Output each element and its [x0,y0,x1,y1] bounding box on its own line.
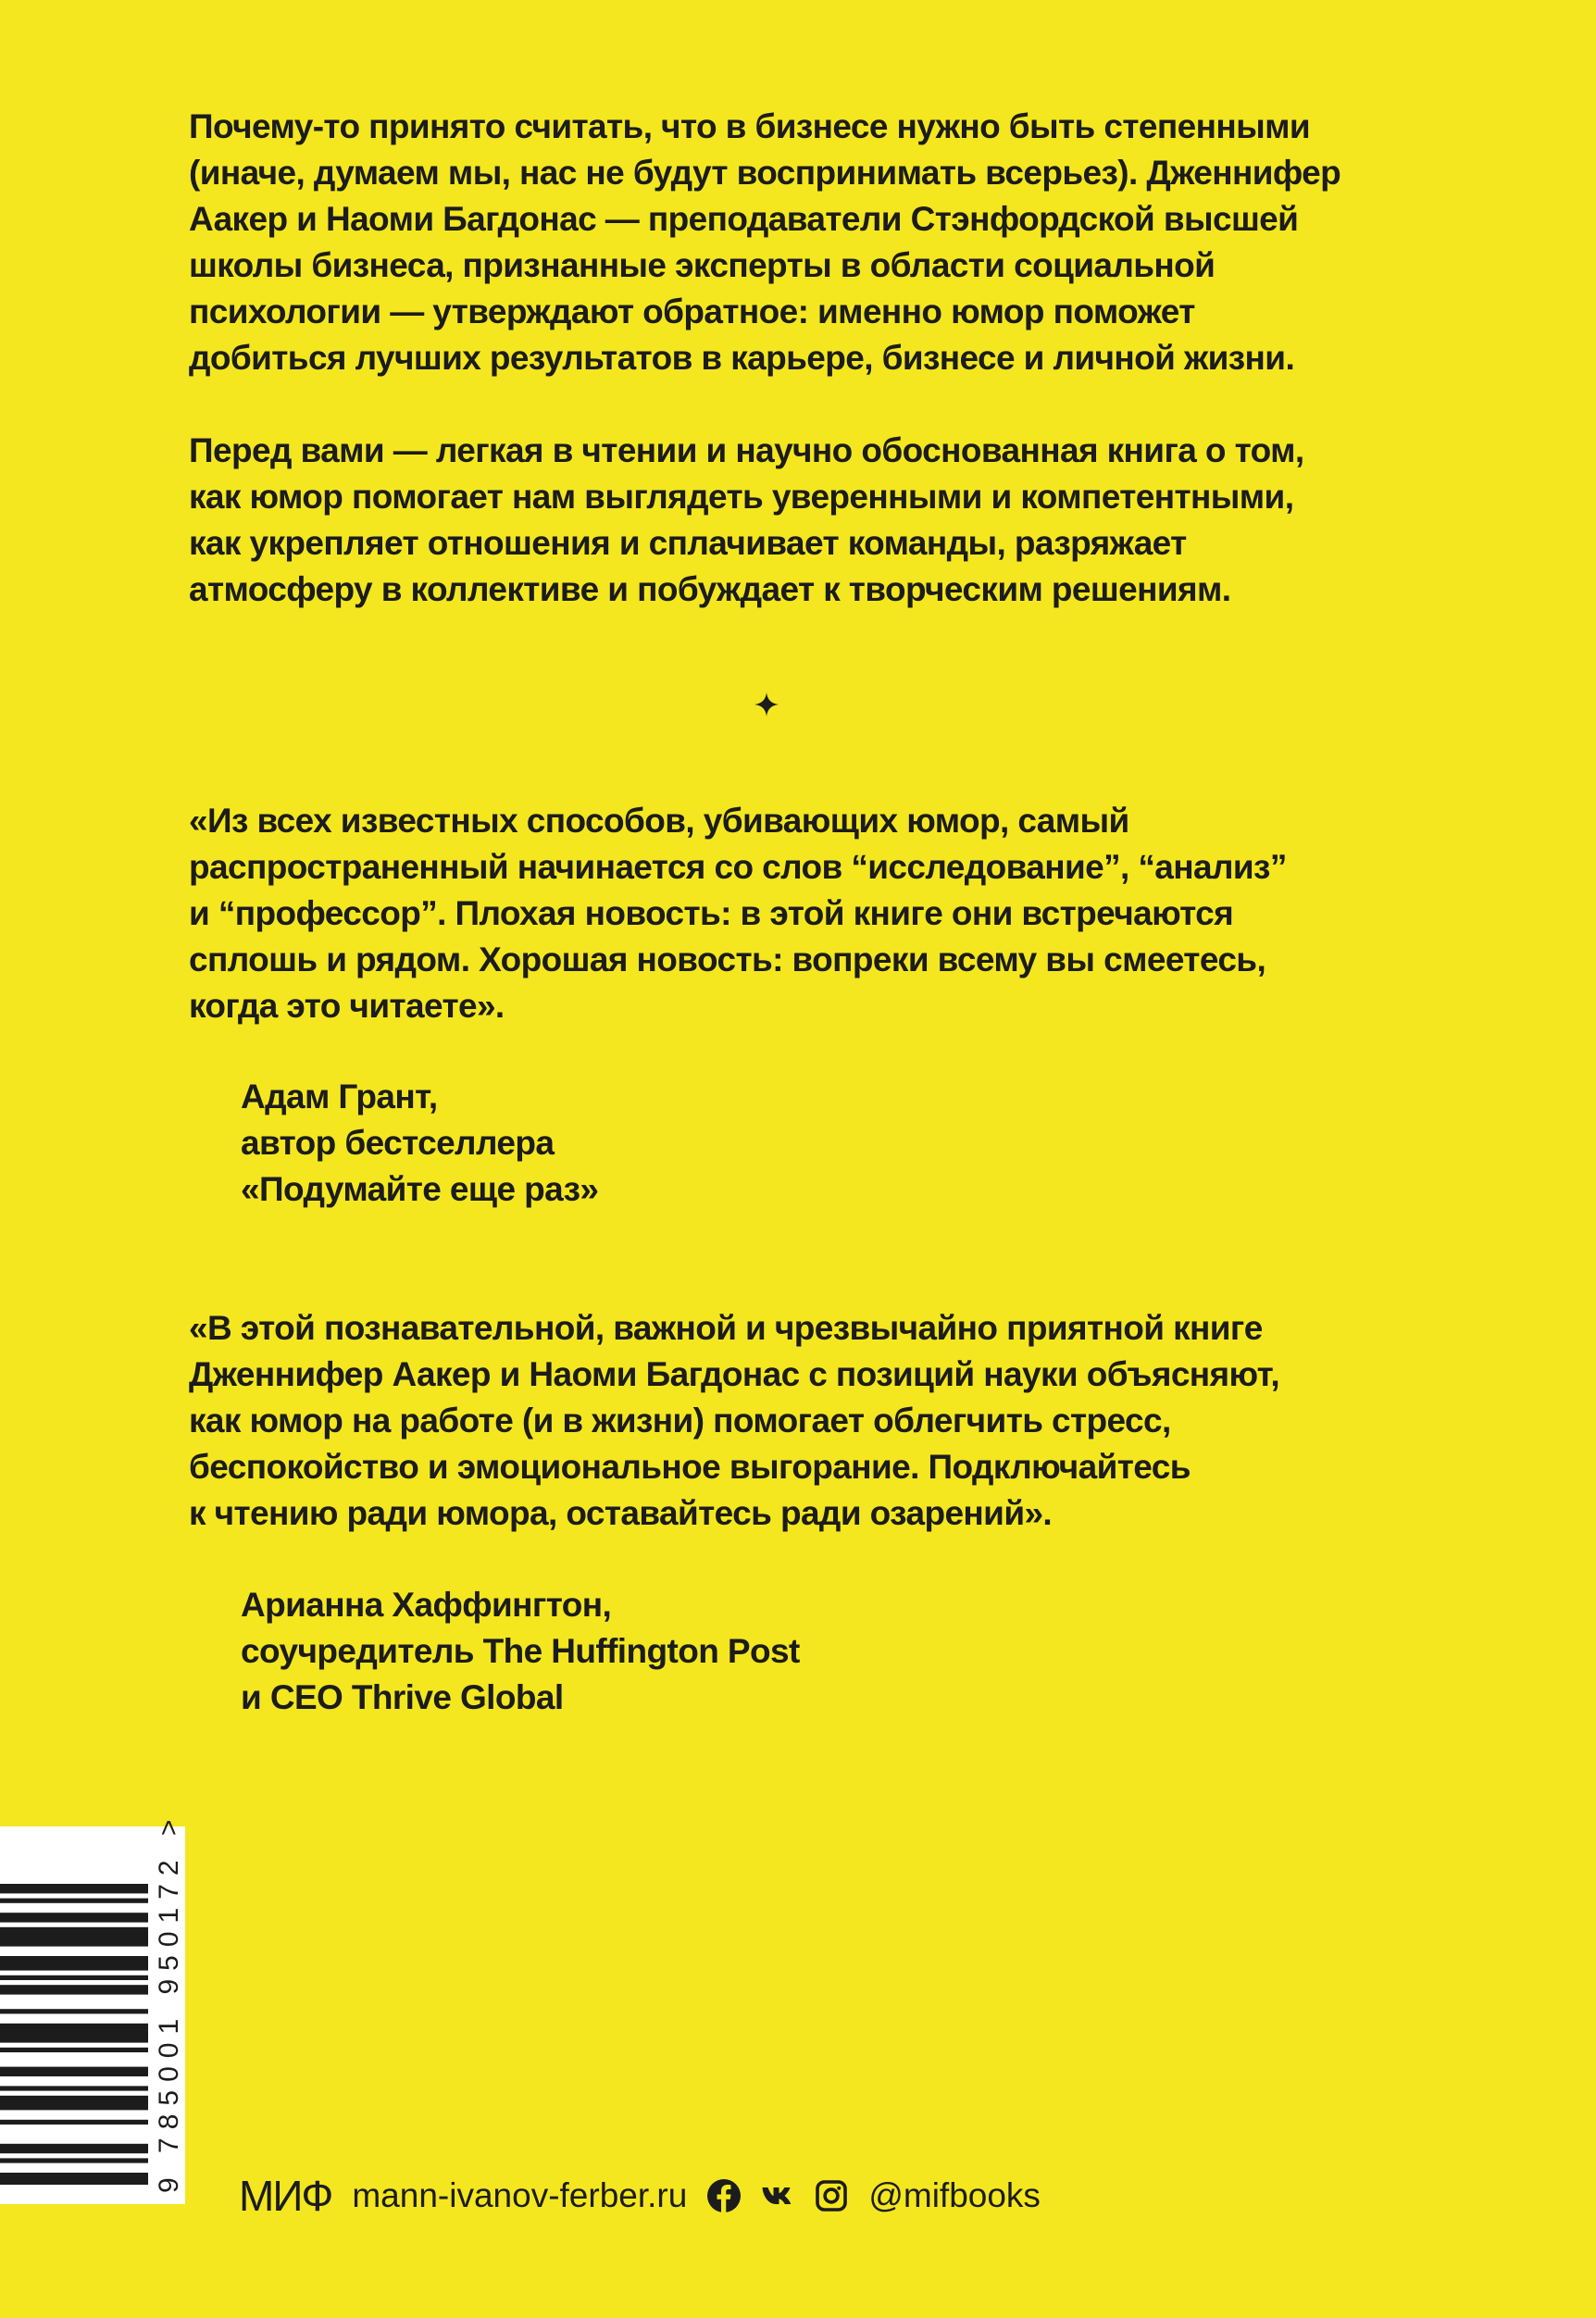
barcode-bar [0,2024,148,2043]
facebook-icon[interactable] [707,2179,741,2212]
text-line: «Подумайте еще раз» [241,1170,599,1208]
text-line: распространенный начинается со слов “исследование”, “анализ” [189,848,1287,886]
quote-1-attribution [241,1074,598,1213]
quote-2 [189,1305,1279,1537]
text-line: Почему-то принято считать, что в бизнесе нужно быть степенными [189,107,1310,145]
instagram-icon[interactable] [815,2179,848,2212]
quote-2-attribution [241,1582,800,1721]
text-line: как укрепляет отношения и сплачивает команды, разряжает [189,524,1187,562]
text-line: беспокойство и эмоциональное выгорание. Подключайтесь [189,1448,1191,1486]
barcode-bar [0,2009,148,2013]
text-line: атмосферу в коллективе и побуждает к творческим решениям. [189,570,1231,608]
text-line: и “профессор”. Плохая новость: в этой книге они встречаются [189,894,1234,932]
text-line: автор бестселлера [241,1124,555,1162]
text-line: сплошь и рядом. Хорошая новость: вопреки всему вы смеетесь, [189,941,1266,978]
text-line: Адам Грант, [241,1078,438,1115]
barcode-bar [0,1975,148,1980]
text-line: школы бизнеса, признанные эксперты в области социальной [189,246,1216,284]
text-line: добиться лучших результатов в карьере, бизнесе и личной жизни. [189,339,1295,377]
social-handle[interactable]: @mifbooks [868,2176,1041,2214]
barcode-bar [0,2158,148,2162]
publisher-logo: МИФ [239,2172,332,2220]
description-paragraph-1 [189,104,1340,381]
website-link[interactable]: mann-ivanov-ferber.ru [352,2176,688,2214]
isbn-barcode [0,1811,185,2204]
barcode-bar [0,1913,148,1922]
barcode-bar [0,1985,148,1994]
quote-1 [189,798,1287,1029]
text-line: и CEO Thrive Global [241,1678,564,1716]
publisher-footer [239,2171,1041,2221]
barcode-bar [0,2144,148,2153]
text-line: Перед вами — легкая в чтении и научно обоснованная книга о том, [189,431,1304,469]
isbn-number: 9 785001 950172 > [154,1811,184,2193]
text-line: Дженнифер Аакер и Наоми Багдонас с позиций науки объясняют, [189,1355,1280,1393]
text-line: «Из всех известных способов, убивающих юмор, самый [189,802,1129,840]
text-line: Аакер и Наоми Багдонас — преподаватели Стэнфордской высшей [189,200,1299,238]
diamond-ornament-icon [754,692,779,717]
text-line: Арианна Хаффингтон, [241,1586,612,1624]
barcode-bar [0,1956,148,1971]
text-line: как юмор помогает нам выглядеть уверенными и компетентными, [189,478,1294,516]
barcode-bar [0,2048,148,2052]
text-line: «В этой познавательной, важной и чрезвычайно приятной книге [189,1309,1263,1347]
text-line: соучредитель The Huffington Post [241,1632,800,1670]
vk-icon[interactable] [761,2179,794,2212]
text-line: (иначе, думаем мы, нас не будут воспринимать всерьез). Дженнифер [189,154,1341,192]
barcode-bar [0,2173,148,2185]
barcode-bar [0,1884,148,1893]
barcode-bar [0,2067,148,2076]
barcode-bar [0,2096,148,2111]
barcode-bars [0,1884,153,2185]
description-paragraph-2 [189,428,1304,613]
text-line: психологии — утверждают обратное: именно юмор поможет [189,293,1195,330]
barcode-bar [0,2120,148,2125]
barcode-bar [0,1927,148,1947]
text-line: когда это читаете». [189,987,505,1025]
text-line: к чтению ради юмора, оставайтесь ради озарений». [189,1494,1053,1532]
barcode-bar [0,2086,148,2090]
barcode-bar [0,1899,148,1903]
text-line: как юмор на работе (и в жизни) помогает облегчить стресс, [189,1402,1171,1439]
